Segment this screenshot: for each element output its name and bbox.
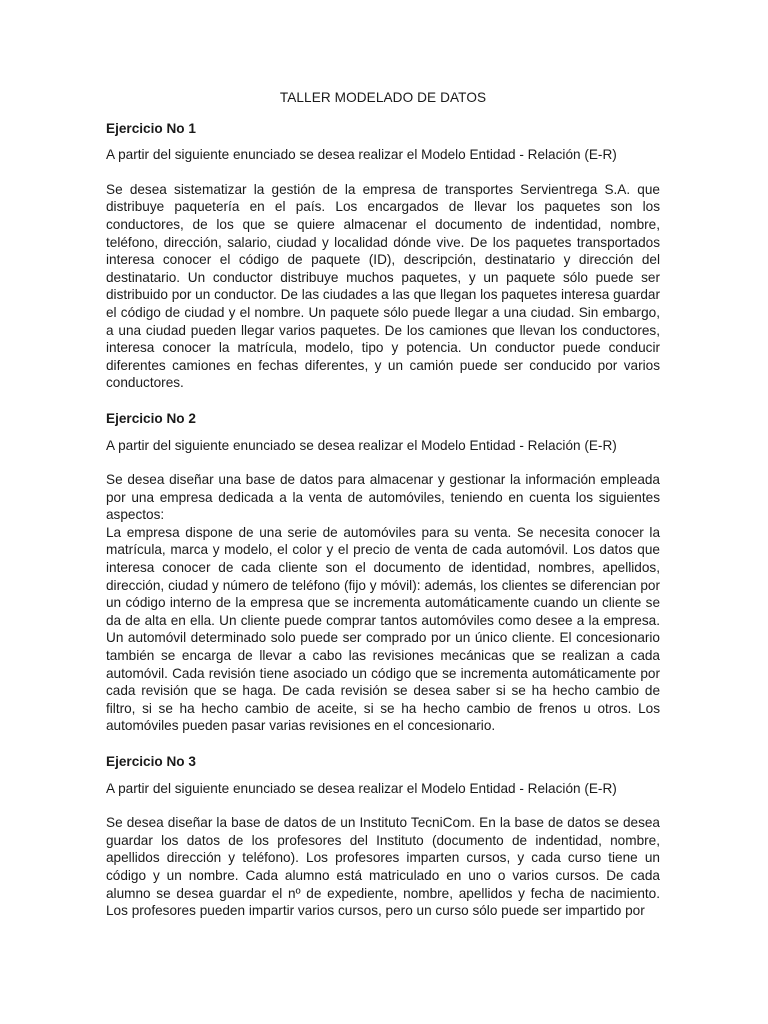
exercise-3-intro: A partir del siguiente enunciado se desea realizar el Modelo Entidad - Relación (E-R) xyxy=(106,780,617,796)
exercise-3 xyxy=(106,753,660,920)
document-title: TALLER MODELADO DE DATOS xyxy=(279,90,487,105)
exercise-3-heading: Ejercicio No 3 xyxy=(106,754,196,769)
exercise-2-body xyxy=(106,471,660,735)
exercise-1-paragraph-1: Se desea sistematizar la gestión de la empresa de transportes Servientrega S.A. que distribuye paquetería en el país. Los encargados de llevar los paquetes son los conductores, de los que se quiere almacenar el documento de indentidad, nombre, teléfono, dirección, salario, ciudad y localidad dónde vive. De los paquetes transportados interesa conocer el código de paquete (ID), descripción, destinatario y dirección del destinatario. Un conductor distribuye muchos paquetes, y un paquete sólo puede ser distribuido por un conductor. De las ciudades a las que llegan los paquetes interesa guardar el código de ciudad y el nombre. Un paquete sólo puede llegar a una ciudad. Sin embargo, a una ciudad pueden llegar varios paquetes. De los camiones que llevan los conductores, interesa conocer la matrícula, modelo, tipo y potencia. Un conductor puede conducir diferentes camiones en fechas diferentes, y un camión puede ser conducido por varios conductores. xyxy=(106,181,660,391)
exercise-1-intro: A partir del siguiente enunciado se desea realizar el Modelo Entidad - Relación (E-R) xyxy=(106,147,617,163)
exercise-2 xyxy=(106,410,660,735)
exercise-1-body xyxy=(106,181,660,392)
exercise-2-intro: A partir del siguiente enunciado se desea realizar el Modelo Entidad - Relación (E-R) xyxy=(106,437,617,453)
exercise-3-body xyxy=(106,814,660,920)
exercise-1-heading: Ejercicio No 1 xyxy=(106,120,196,136)
exercise-2-paragraph-1: Se desea diseñar una base de datos para almacenar y gestionar la información empleada por una empresa dedicada a la venta de automóviles, teniendo en cuenta los siguientes aspectos: xyxy=(106,472,660,523)
exercise-2-heading: Ejercicio No 2 xyxy=(106,410,196,426)
exercise-3-paragraph-1: Se desea diseñar la base de datos de un Instituto TecniCom. En la base de datos se desea guardar los datos de los profesores del Instituto (documento de indentidad, nombre, apellidos dirección y teléfono). Los profesores imparten cursos, y cada curso tiene un código y un nombre. Cada alumno está matriculado en uno o varios cursos. De cada alumno se desea guardar el nº de expediente, nombre, apellidos y fecha de nacimiento. Los profesores pueden impartir varios cursos, pero un curso sólo puede ser impartido por xyxy=(106,815,660,919)
exercise-1 xyxy=(106,120,660,392)
exercise-2-paragraph-2: La empresa dispone de una serie de automóviles para su venta. Se necesita conocer la matrícula, marca y modelo, el color y el precio de venta de cada automóvil. Los datos que interesa conocer de cada cliente son el documento de identidad, nombres, apellidos, dirección, ciudad y número de teléfono (fijo y móvil): además, los clientes se diferencian por un código interno de la empresa que se incrementa automáticamente cuando un cliente se da de alta en ella. Un cliente puede comprar tantos automóviles como desee a la empresa. Un automóvil determinado solo puede ser comprado por un único cliente. El concesionario también se encarga de llevar a cabo las revisiones mecánicas que se realizan a cada automóvil. Cada revisión tiene asociado un código que se incrementa automáticamente por cada revisión que se haga. De cada revisión se desea saber si se ha hecho cambio de filtro, si se ha hecho cambio de aceite, si se ha hecho cambio de frenos u otros. Los automóviles pueden pasar varias revisiones en el concesionario. xyxy=(106,524,660,734)
